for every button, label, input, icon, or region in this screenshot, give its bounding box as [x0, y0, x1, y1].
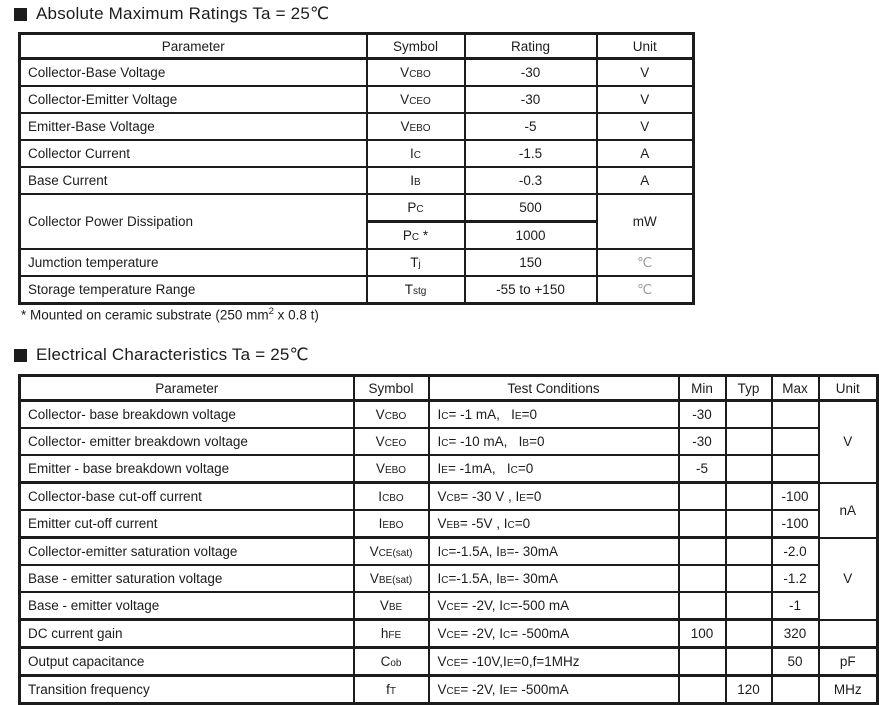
unit-cell: mW — [597, 194, 694, 249]
section-title-absolute-maximum-ratings — [14, 4, 329, 24]
param-cell: Collector-Emitter Voltage — [20, 86, 367, 113]
typ-cell — [726, 592, 772, 620]
subscript: CBO — [384, 411, 407, 422]
unit-cell: ℃ — [597, 249, 694, 276]
min-cell — [679, 510, 726, 538]
electrical-characteristics-table — [18, 374, 879, 705]
symbol-cell: VBE(sat) — [354, 565, 429, 592]
subscript: EBO — [384, 465, 407, 476]
table-row — [20, 401, 878, 429]
unit-cell: nA — [819, 483, 878, 538]
cond-cell: VCE= -2V, IC=-500 mA — [429, 592, 679, 620]
typ-cell — [726, 455, 772, 483]
symbol-cell: IB — [367, 167, 465, 194]
unit-cell: V — [597, 113, 694, 140]
min-cell: -30 — [679, 428, 726, 455]
param-cell: Base - emitter voltage — [20, 592, 354, 620]
unit-cell: V — [597, 59, 694, 87]
subscript: C — [507, 520, 515, 531]
table-row — [20, 86, 694, 113]
unit-cell — [819, 620, 878, 648]
table-row — [20, 510, 878, 538]
subscript: B — [499, 575, 507, 586]
subscript: CEO — [384, 438, 407, 449]
table-footnote: * Mounted on ceramic substrate (250 $mm^2$ x 0.8 t) — [21, 306, 319, 323]
subscript: EB — [446, 520, 460, 531]
unit-cell: A — [597, 140, 694, 167]
subscript: EBO — [409, 123, 431, 134]
typ-cell — [726, 538, 772, 566]
max-cell: 320 — [772, 620, 819, 648]
subscript: C — [441, 548, 449, 559]
cond-cell: IE= -1mA, IC=0 — [429, 455, 679, 483]
min-cell: -30 — [679, 401, 726, 429]
table-row — [20, 249, 694, 276]
superscript: 2 — [268, 306, 274, 317]
cond-cell: IC= -1 mA, IE=0 — [429, 401, 679, 429]
max-cell: -1.2 — [772, 565, 819, 592]
cond-cell: IC=-1.5A, IB=- 30mA — [429, 565, 679, 592]
max-cell — [772, 676, 819, 704]
subscript: C — [441, 438, 449, 449]
section-title-text: Absolute Maximum Ratings Ta = 25℃ — [36, 4, 330, 23]
symbol-cell: VCBO — [367, 59, 465, 87]
symbol-cell: Tj — [367, 249, 465, 276]
max-cell: -100 — [772, 483, 819, 511]
param-cell: Collector-base cut-off current — [20, 483, 354, 511]
header-row — [20, 34, 694, 59]
max-cell: 50 — [772, 648, 819, 676]
subscript: B — [499, 548, 507, 559]
symbol-cell: VEBO — [367, 113, 465, 140]
column-header-rating: Rating — [465, 34, 597, 59]
subscript: C — [503, 630, 511, 641]
typ-cell: 120 — [726, 676, 772, 704]
column-header-symbol: Symbol — [367, 34, 465, 59]
table-row — [20, 538, 878, 566]
subscript: CE(sat) — [378, 548, 413, 559]
subscript: CEO — [409, 96, 431, 107]
subscript: CE — [446, 602, 461, 613]
column-header-unit: Unit — [819, 376, 878, 401]
rating-cell: -30 — [465, 86, 597, 113]
subscript: C — [441, 575, 449, 586]
param-cell: Collector-Base Voltage — [20, 59, 367, 87]
symbol-cell: VCBO — [354, 401, 429, 429]
subscript: CBO — [409, 69, 431, 80]
table-row — [20, 140, 694, 167]
symbol-cell: ICBO — [354, 483, 429, 511]
typ-cell — [726, 483, 772, 511]
header-row — [20, 376, 878, 401]
symbol-cell: VCE(sat) — [354, 538, 429, 566]
subscript: CB — [446, 493, 461, 504]
cond-cell: VEB= -5V , IC=0 — [429, 510, 679, 538]
min-cell: -5 — [679, 455, 726, 483]
typ-cell — [726, 428, 772, 455]
symbol-cell: Tstg — [367, 276, 465, 304]
param-cell: Output capacitance — [20, 648, 354, 676]
cond-cell: IC= -10 mA, IB=0 — [429, 428, 679, 455]
max-cell: -2.0 — [772, 538, 819, 566]
symbol-cell: VCEO — [354, 428, 429, 455]
subscript: C — [441, 411, 449, 422]
table-row — [20, 59, 694, 87]
subscript: E — [519, 493, 526, 504]
column-header-typ: Typ — [726, 376, 772, 401]
param-cell: Transition frequency — [20, 676, 354, 704]
max-cell: -100 — [772, 510, 819, 538]
column-header-unit: Unit — [597, 34, 694, 59]
max-cell: -1 — [772, 592, 819, 620]
subscript: FE — [388, 630, 402, 641]
column-header-parameter: Parameter — [20, 34, 367, 59]
subscript: E — [514, 411, 522, 422]
rating-cell: -0.3 — [465, 167, 597, 194]
param-cell: Storage temperature Range — [20, 276, 367, 304]
section-title-electrical-characteristics — [14, 345, 309, 365]
rating-cell: -1.5 — [465, 140, 597, 167]
min-cell: 100 — [679, 620, 726, 648]
column-header-test-conditions: Test Conditions — [429, 376, 679, 401]
param-cell: Collector-emitter saturation voltage — [20, 538, 354, 566]
column-header-min: Min — [679, 376, 726, 401]
typ-cell — [726, 648, 772, 676]
absolute-maximum-ratings-table — [18, 32, 695, 305]
param-cell: Emitter - base breakdown voltage — [20, 455, 354, 483]
table-row — [20, 648, 878, 676]
symbol-cell: IEBO — [354, 510, 429, 538]
symbol-cell: VEBO — [354, 455, 429, 483]
typ-cell — [726, 565, 772, 592]
rating-cell: -30 — [465, 59, 597, 87]
unit-cell: V — [597, 86, 694, 113]
table-row — [20, 167, 694, 194]
subscript: B — [414, 177, 421, 188]
subscript: CBO — [382, 493, 404, 504]
symbol-cell: PC — [367, 194, 465, 222]
column-header-max: Max — [772, 376, 819, 401]
cond-cell: VCE= -2V, IE= -500mA — [429, 676, 679, 704]
subscript: C — [510, 465, 518, 476]
section-title-text: Electrical Characteristics Ta = 25℃ — [36, 345, 309, 364]
symbol-cell: VCEO — [367, 86, 465, 113]
param-cell: Emitter cut-off current — [20, 510, 354, 538]
symbol-cell: hFE — [354, 620, 429, 648]
table-row — [20, 113, 694, 140]
subscript: C — [416, 204, 424, 215]
table-row — [20, 620, 878, 648]
subscript: stg — [412, 286, 427, 297]
subscript: BE — [388, 602, 403, 613]
subscript: CE — [446, 686, 461, 697]
table-row — [20, 565, 878, 592]
param-cell: Collector Current — [20, 140, 367, 167]
max-cell — [772, 401, 819, 429]
cond-cell: VCE= -10V,IE=0,f=1MHz — [429, 648, 679, 676]
param-cell: Collector- base breakdown voltage — [20, 401, 354, 429]
subscript: C — [411, 232, 420, 243]
subscript: ob — [390, 658, 402, 669]
rating-cell: 150 — [465, 249, 597, 276]
min-cell — [679, 565, 726, 592]
min-cell — [679, 538, 726, 566]
table-row — [20, 194, 694, 222]
max-cell — [772, 455, 819, 483]
subscript: B — [522, 438, 530, 449]
param-cell: Collector- emitter breakdown voltage — [20, 428, 354, 455]
rating-cell: 1000 — [465, 222, 597, 250]
min-cell — [679, 483, 726, 511]
param-cell: Collector Power Dissipation — [20, 194, 367, 249]
subscript: E — [441, 465, 448, 476]
symbol-cell: IC — [367, 140, 465, 167]
typ-cell — [726, 401, 772, 429]
symbol-cell: VBE — [354, 592, 429, 620]
cond-cell: VCE= -2V, IC= -500mA — [429, 620, 679, 648]
symbol-cell: PC * — [367, 222, 465, 250]
subscript: BE(sat) — [378, 575, 413, 586]
rating-cell: -55 to +150 — [465, 276, 597, 304]
rating-cell: -5 — [465, 113, 597, 140]
subscript: T — [389, 686, 396, 697]
subscript: CE — [446, 630, 461, 641]
unit-cell: MHz — [819, 676, 878, 704]
param-cell: Base Current — [20, 167, 367, 194]
table-row — [20, 483, 878, 511]
subscript: j — [418, 259, 421, 270]
subscript: C — [503, 602, 511, 613]
subscript: E — [506, 658, 514, 669]
subscript: E — [503, 686, 510, 697]
table-row — [20, 676, 878, 704]
cond-cell: IC=-1.5A, IB=- 30mA — [429, 538, 679, 566]
param-cell: Emitter-Base Voltage — [20, 113, 367, 140]
black-square-icon — [14, 349, 27, 362]
black-square-icon — [14, 8, 27, 21]
table-row — [20, 428, 878, 455]
min-cell — [679, 648, 726, 676]
param-cell: DC current gain — [20, 620, 354, 648]
table-row — [20, 592, 878, 620]
table-row — [20, 276, 694, 304]
unit-cell: A — [597, 167, 694, 194]
rating-cell: 500 — [465, 194, 597, 222]
param-cell: Jumction temperature — [20, 249, 367, 276]
subscript: CE — [446, 658, 461, 669]
param-cell: Base - emitter saturation voltage — [20, 565, 354, 592]
cond-cell: VCB= -30 V , IE=0 — [429, 483, 679, 511]
max-cell — [772, 428, 819, 455]
unit-cell: pF — [819, 648, 878, 676]
table-row — [20, 455, 878, 483]
min-cell — [679, 676, 726, 704]
typ-cell — [726, 620, 772, 648]
column-header-parameter: Parameter — [20, 376, 354, 401]
subscript: C — [413, 150, 421, 161]
unit-cell: V — [819, 538, 878, 620]
typ-cell — [726, 510, 772, 538]
symbol-cell: fT — [354, 676, 429, 704]
column-header-symbol: Symbol — [354, 376, 429, 401]
subscript: EBO — [382, 520, 404, 531]
symbol-cell: Cob — [354, 648, 429, 676]
unit-cell: ℃ — [597, 276, 694, 304]
min-cell — [679, 592, 726, 620]
unit-cell: V — [819, 401, 878, 483]
